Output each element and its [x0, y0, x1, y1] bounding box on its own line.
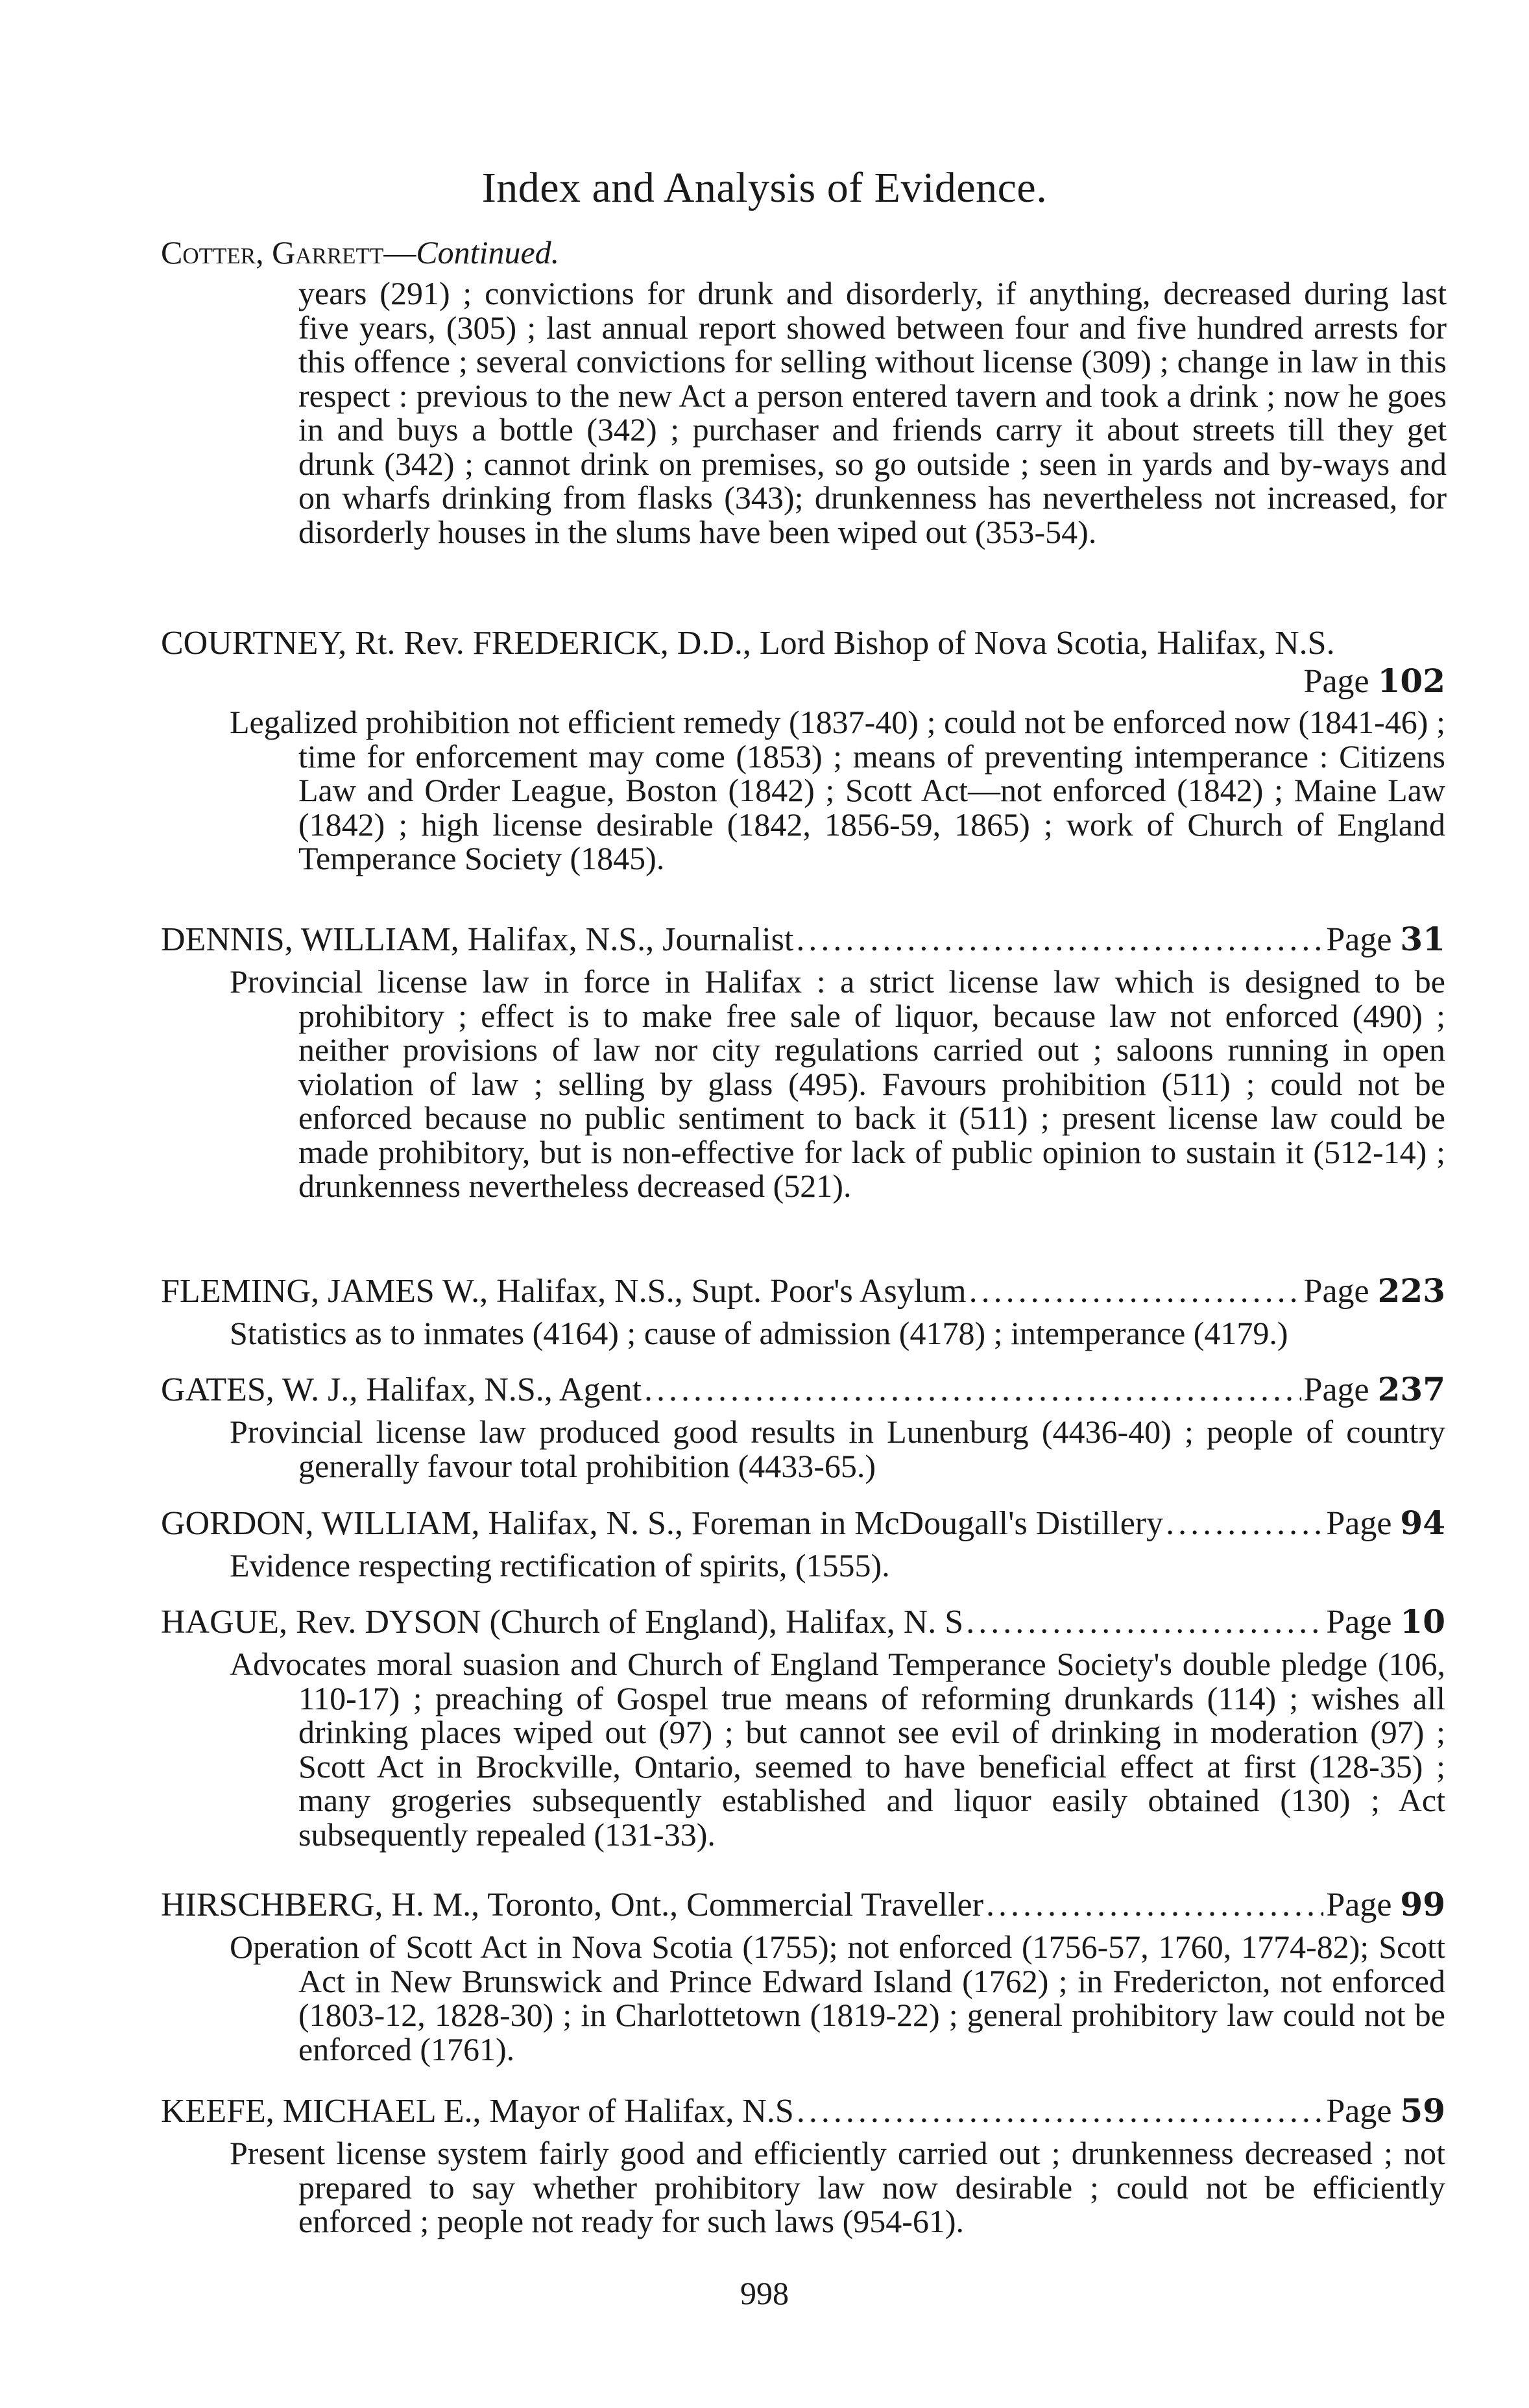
entry-name: HIRSCHBERG, H. M., Toronto, Ont., Commercial Traveller — [161, 1886, 983, 1923]
continued-label: Continued. — [416, 234, 560, 271]
entry-text: Statistics as to inmates (4164) ; cause of admission (4178) ; intemperance (4179.) — [230, 1315, 1288, 1351]
page-label: Page — [1326, 1886, 1392, 1923]
entry-heading — [161, 920, 1445, 959]
entry-name: KEEFE, MICHAEL E., Mayor of Halifax, N.S — [161, 2093, 794, 2130]
index-entry-hague — [161, 1602, 1445, 1851]
page-label: Page — [1303, 1273, 1369, 1310]
entry-text: Legalized prohibition not efficient remedy (1837-40) ; could not be enforced now (1841-46) ; time for enforcement may come (1853) ; means of preventing intemperance : Citizens Law and Order League, Boston (1842) ; Scott Act—not enforced (1842) ; Maine Law (1842) ; high license desirable (1842, 1856-59, 1865) ; work of Church of England Temperance Society (1845). — [230, 704, 1445, 876]
page-label: Page — [1303, 1371, 1369, 1408]
entry-text: Provincial license law in force in Halifax : a strict license law which is designed to be prohibitory ; effect is to make free sale of liquor, because law not enforced (490) ; neither provisions of law nor city regulations carried out ; saloons running in open violation of law ; selling by glass (495). Favours prohibition (511) ; could not be enforced because no public sentiment to back it (511) ; present license law could be made prohibitory, but is non-effective for lack of public opinion to sustain it (512-14) ; drunkenness nevertheless decreased (521). — [230, 963, 1445, 1204]
dot-leader — [969, 1272, 1301, 1311]
entry-text: Provincial license law produced good results in Lunenburg (4436-40) ; people of country generally favour total prohibition (4433-65.) — [230, 1414, 1445, 1484]
entry-page-ref — [161, 663, 1445, 700]
entry-heading — [161, 624, 1445, 663]
page-number: 31 — [1400, 920, 1445, 958]
page-number: 10 — [1400, 1602, 1445, 1641]
dot-leader — [797, 2092, 1324, 2131]
dot-leader — [966, 1603, 1323, 1642]
index-entry-keefe — [161, 2091, 1445, 2239]
index-entry-courtney — [161, 624, 1445, 876]
dot-leader — [796, 921, 1323, 959]
index-entry-fleming — [161, 1271, 1445, 1351]
entry-page-ref — [1304, 1370, 1445, 1410]
entry-heading — [161, 1370, 1445, 1410]
page-number: 237 — [1377, 1370, 1445, 1408]
index-entry-gates — [161, 1370, 1445, 1483]
continued-name: Cotter, Garrett — [161, 234, 384, 271]
entry-name: FLEMING, JAMES W., Halifax, N.S., Supt. Poor's Asylum — [161, 1273, 967, 1310]
page-number: 94 — [1400, 1504, 1445, 1542]
index-entry-hirschberg — [161, 1885, 1445, 2066]
entry-text: Operation of Scott Act in Nova Scotia (1755); not enforced (1756-57, 1760, 1774-82); Scott Act in New Brunswick and Prince Edward Island (1762) ; in Fredericton, not enforced (1803-12, 1828-30) ; in Charlottetown (1819-22) ; general prohibitory law could not be enforced (1761). — [230, 1929, 1445, 2067]
page-number: 223 — [1377, 1271, 1445, 1310]
entry-page-ref — [1304, 1271, 1445, 1311]
entry-page-ref — [1326, 1504, 1445, 1543]
entry-page-ref — [1326, 920, 1445, 959]
page-label: Page — [1326, 1505, 1392, 1542]
page-number: 59 — [1400, 2091, 1445, 2130]
page-label: Page — [1303, 663, 1369, 700]
entry-text: Present license system fairly good and efficiently carried out ; drunkenness decreased ; not prepared to say whether prohibitory law now desirable ; could not be efficiently enforced ; people not ready for such laws (954-61). — [230, 2135, 1445, 2239]
page-label: Page — [1326, 921, 1392, 958]
continued-text: years (291) ; convictions for drunk and disorderly, if anything, decreased during last five years, (305) ; last annual report showed between four and five hundred arrests for this offence ; several convictions for selling without license (309) ; change in law in this respect : previous to the new Act a person entered tavern and took a drink ; now he goes in and buys a bottle (342) ; purchaser and friends carry it about streets till they get drunk (342) ; cannot drink on premises, so go outside ; seen in yards and by-ways and on wharfs drinking from flasks (343); drunkenness has nevertheless not increased, for disorderly houses in the slums have been wiped out (353-54). — [298, 275, 1447, 550]
entry-heading — [161, 1602, 1445, 1642]
entry-heading — [161, 1271, 1445, 1311]
continued-heading: Cotter, Garrett—Continued. — [161, 234, 560, 271]
entry-heading — [161, 2091, 1445, 2131]
page-label: Page — [1326, 1604, 1392, 1641]
dot-leader — [644, 1371, 1301, 1410]
dot-leader — [1166, 1504, 1323, 1543]
entry-name: COURTNEY, Rt. Rev. FREDERICK, D.D., Lord Bishop of Nova Scotia, Halifax, N.S. — [161, 625, 1335, 662]
entry-heading — [161, 1504, 1445, 1543]
index-entry-dennis — [161, 920, 1445, 1203]
page-number: 102 — [1377, 662, 1445, 700]
page-folio: 998 — [740, 2275, 789, 2311]
entry-name: GATES, W. J., Halifax, N.S., Agent — [161, 1371, 642, 1408]
entry-name: GORDON, WILLIAM, Halifax, N. S., Foreman in McDougall's Distillery — [161, 1505, 1164, 1542]
index-entry-gordon — [161, 1504, 1445, 1583]
entry-name: DENNIS, WILLIAM, Halifax, N.S., Journalist — [161, 921, 794, 958]
page-title: Index and Analysis of Evidence. — [481, 164, 1048, 211]
page-label: Page — [1326, 2093, 1392, 2130]
entry-page-ref — [1326, 1885, 1445, 1925]
entry-text: Advocates moral suasion and Church of England Temperance Society's double pledge (106, 110-17) ; preaching of Gospel true means of reforming drunkards (114) ; wishes all drinking places wiped out (97) ; but cannot see evil of drinking in moderation (97) ; Scott Act in Brockville, Ontario, seemed to have beneficial effect at first (128-35) ; many grogeries subsequently established and liquor easily obtained (130) ; Act subsequently repealed (131-33). — [230, 1646, 1445, 1853]
entry-text: Evidence respecting rectification of spirits, (1555). — [230, 1547, 890, 1583]
entry-page-ref — [1326, 2091, 1445, 2131]
entry-page-ref — [1326, 1602, 1445, 1642]
entry-heading — [161, 1885, 1445, 1925]
dot-leader — [986, 1886, 1323, 1925]
entry-name: HAGUE, Rev. DYSON (Church of England), Halifax, N. S — [161, 1604, 964, 1641]
page-number: 99 — [1400, 1885, 1445, 1923]
